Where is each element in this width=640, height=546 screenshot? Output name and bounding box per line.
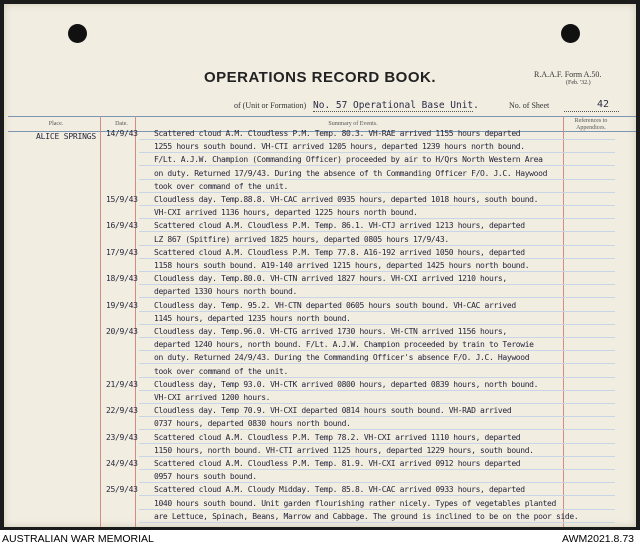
entry-text-line: Scattered cloud A.M. Cloudy Midday. Temp. 85.8. VH-CAC arrived 0933 hours, departed	[154, 485, 525, 495]
entry-text-line: took over command of the unit.	[154, 181, 288, 191]
punch-hole-left	[68, 24, 87, 43]
punch-hole-right	[561, 24, 580, 43]
entry-text-line: 1158 hours south bound. A19-140 arrived 1215 hours, departed 1425 hours north bound.	[154, 261, 530, 270]
entry-date: 20/9/43	[106, 327, 138, 336]
entry-text-line: LZ 867 (Spitfire) arrived 1825 hours, departed 0805 hours 17/9/43.	[154, 234, 449, 244]
entry-text-line: Scattered cloud A.M. Cloudless P.M. Temp. 81.9. VH-CXI arrived 0912 hours departed	[154, 459, 521, 468]
entry-text-line: Scattered cloud A.M. Cloudless P.M. Temp 78.2. VH-CXI arrived 1110 hours, departed	[154, 432, 521, 442]
document-title: OPERATIONS RECORD BOOK.	[203, 69, 437, 86]
form-date: (Feb. '32.)	[566, 80, 591, 86]
entry-date: 14/9/43	[106, 129, 138, 138]
sheet-number: 42	[597, 99, 610, 110]
form-number: R.A.A.F. Form A.50.	[534, 70, 602, 79]
record-sheet	[4, 4, 636, 527]
entry-date: 21/9/43	[106, 379, 138, 389]
entry-date: 19/9/43	[106, 300, 138, 310]
entry-text-line: F/Lt. A.J.W. Champion (Commanding Officer) proceeded by air to H/Qrs North Western Area	[154, 155, 543, 165]
header-summary: Summary of Events.	[328, 121, 378, 127]
entry-text-line: Cloudless day. Temp.80.0. VH-CTN arrived 1827 hours. VH-CXI arrived 1210 hours,	[154, 274, 507, 284]
entry-date: 23/9/43	[106, 432, 138, 442]
entry-text-line: Cloudless day, Temp 93.0. VH-CTK arrived 0800 hours, departed 0839 hours, north bound.	[154, 379, 539, 389]
unit-label: of (Unit or Formation)	[234, 101, 307, 110]
entry-text-line: 1150 hours, north bound. VH-CTI arrived 1125 hours, departed 1229 hours, south bound.	[154, 445, 534, 455]
place-name: ALICE SPRINGS	[36, 132, 97, 141]
entry-text-line: Scattered cloud A.M. Cloudless P.M. Temp. 86.1. VH-CTJ arrived 1213 hours, departed	[154, 221, 525, 231]
entry-text-line: Cloudless day. Temp. 95.2. VH-CTN departed 0605 hours south bound. VH-CAC arrived	[154, 300, 516, 310]
entry-text-line: Cloudless day. Temp 70.9. VH-CXI departed 0814 hours south bound. VH-RAD arrived	[154, 406, 512, 416]
entry-text-line: 1255 hours south bound. VH-CTI arrived 1205 hours, departed 1239 hours north bound.	[154, 142, 525, 152]
entry-text-line: 0957 hours south bound.	[154, 472, 257, 482]
entry-date: 25/9/43	[106, 485, 138, 495]
entry-date: 15/9/43	[106, 195, 138, 204]
column-divider-place	[100, 116, 101, 527]
entry-text-line: Scattered cloud A.M. Cloudless P.M. Temp 77.8. A16-192 arrived 1050 hours, departed	[154, 247, 525, 257]
entry-text-line: VH-CXI arrived 1200 hours.	[154, 393, 271, 402]
header-references	[567, 118, 615, 132]
header-place: Place.	[48, 121, 64, 127]
unit-dotted-line	[313, 111, 473, 112]
entry-text-line: are Lettuce, Spinach, Beans, Marrow and Cabbage. The ground is inclined to be on the poor side.	[154, 511, 579, 521]
table-top-rule	[8, 116, 636, 117]
entry-date: 17/9/43	[106, 247, 138, 257]
entry-date: 16/9/43	[106, 221, 138, 231]
entry-text-line: Cloudless day. Temp.96.0. VH-CTG arrived 1730 hours. VH-CTN arrived 1156 hours,	[154, 327, 507, 336]
entry-text-line: 1040 hours south bound. Unit garden flourishing rather nicely. Types of vegetables planted	[154, 498, 556, 508]
entry-date: 18/9/43	[106, 274, 138, 284]
entry-text-line: on duty. Returned 24/9/43. During the Commanding Officer's absence F/O. J.C. Haywood	[154, 353, 530, 363]
sheet-label: No. of Sheet	[509, 101, 550, 110]
entry-text-line: 1145 hours, departed 1235 hours north bound.	[154, 313, 351, 323]
sheet-dotted-line	[564, 111, 619, 112]
entry-text-line: departed 1330 hours north bound.	[154, 287, 297, 297]
header-references-line2: Appendices.	[576, 125, 606, 131]
unit-name: No. 57 Operational Base Unit.	[313, 100, 479, 111]
credit-institution: AUSTRALIAN WAR MEMORIAL	[2, 533, 154, 545]
entry-text-line: 0737 hours, departed 0830 hours north bound.	[154, 419, 351, 429]
entry-text-line: on duty. Returned 17/9/43. During the absence of th Commanding Officer F/O. J.C. Haywood	[154, 168, 548, 178]
entry-text-line: took over command of the unit.	[154, 366, 288, 376]
credit-accession-number: AWM2021.8.73	[562, 533, 634, 545]
header-references-line1: References to	[574, 118, 608, 124]
entry-date: 24/9/43	[106, 459, 138, 468]
header-date: Date.	[115, 121, 128, 127]
entry-text-line: Cloudless day. Temp.88.8. VH-CAC arrived 0935 hours, departed 1018 hours, south bound.	[154, 195, 539, 204]
entry-text-line: Scattered cloud A.M. Cloudless P.M. Temp. 80.3. VH-RAE arrived 1155 hours departed	[154, 129, 521, 138]
entry-date: 22/9/43	[106, 406, 138, 416]
entry-text-line: VH-CXI arrived 1136 hours, departed 1225 hours north bound.	[154, 208, 418, 218]
entry-text-line: departed 1240 hours, north bound. F/Lt. A.J.W. Champion proceeded by train to Terowie	[154, 340, 534, 350]
unit-row	[4, 99, 636, 113]
